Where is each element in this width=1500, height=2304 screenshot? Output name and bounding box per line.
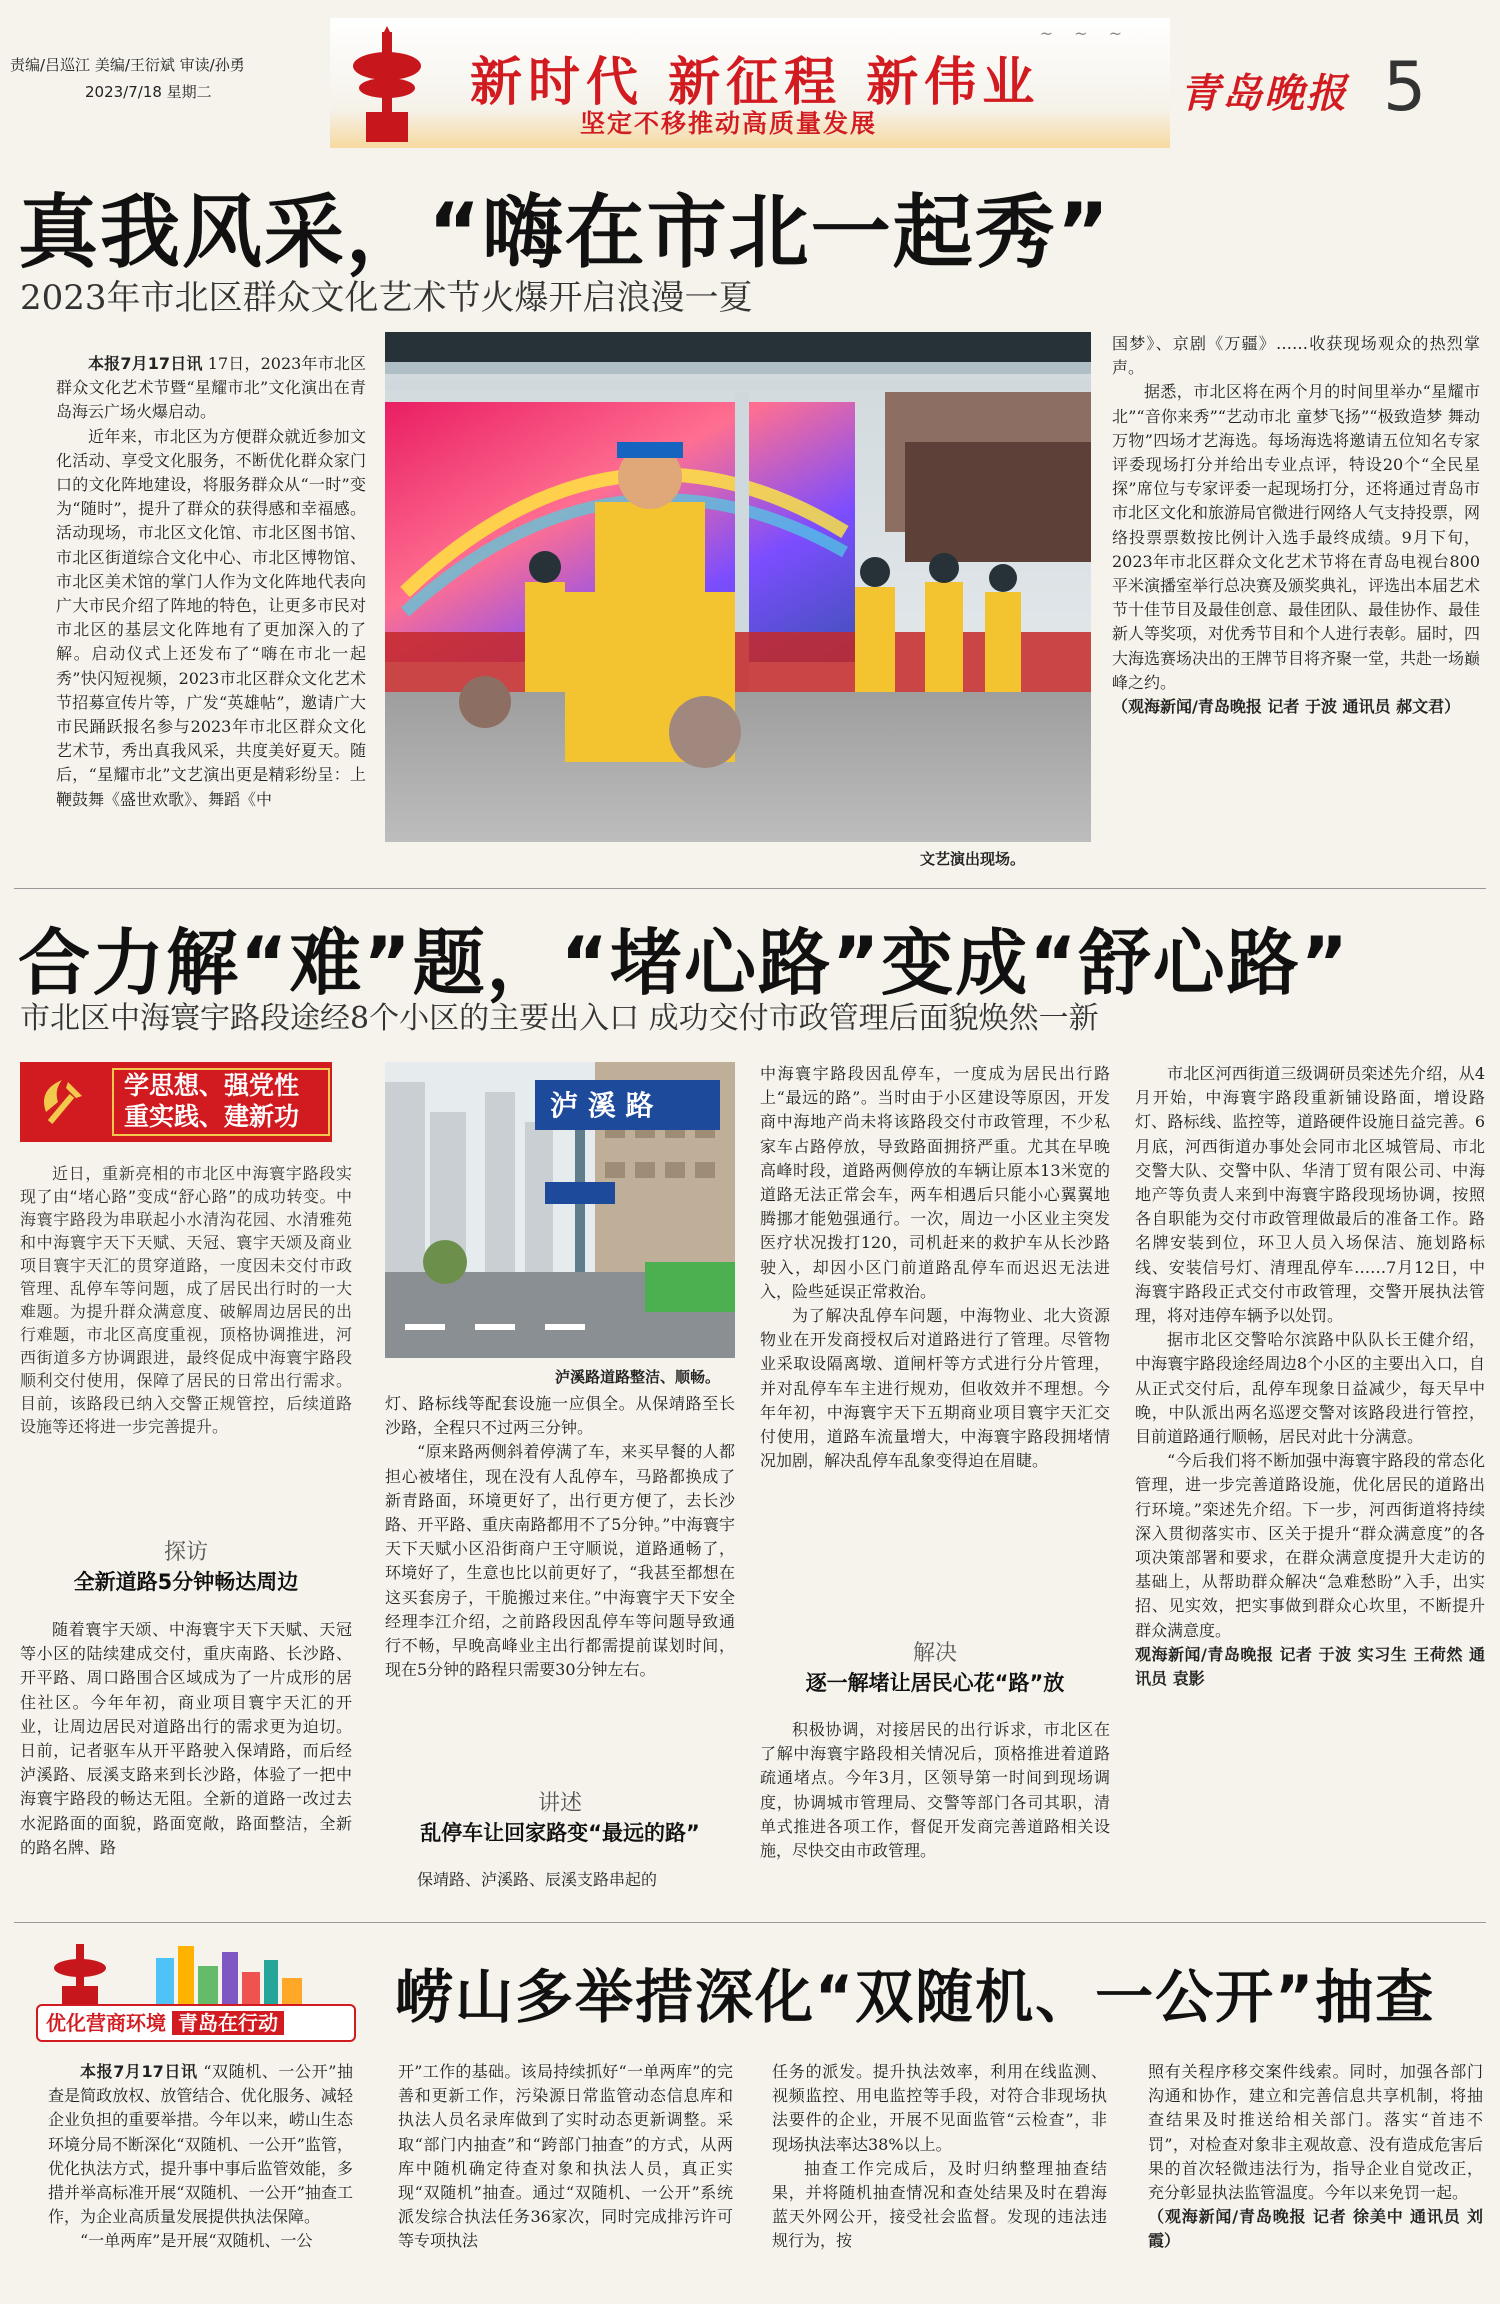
article1-column-1: 本报7月17日讯 17日，2023年市北区群众文化艺术节暨“星耀市北”文化演出在青岛海云广场火爆启动。 近年来，市北区为方便群众就近参加文化活动、享受文化服务，不断优化群众家门口的文化阵地建设，将服务群众从“一时”变为“随时”，提升了群众的获得感和幸福感。活动现场，市北区文化馆、市北区图书馆、市北区街道综合文化中心、市北区博物馆、市北区美术馆的掌门人作为文化阵地代表向广大市民介绍了阵地的特色，让更多市民对市北区的基层文化阵地有了更加深入的了解。启动仪式上还发布了“嗨在市北一起秀”快闪短视频，2023市北区群众文化艺术节招募宣传片等，广发“英雄帖”，邀请广大市民踊跃报名参与2023年市北区群众文化艺术节，秀出真我风采，共度美好夏天。随后，“星耀市北”文艺演出更是精彩纷呈：上鞭鼓舞《盛世欢歌》、舞蹈《中: [56, 354, 366, 809]
article1-dateline: 本报7月17日讯: [88, 354, 203, 373]
party-emblem-icon: [28, 1068, 98, 1136]
article2-section-2-header: 讲述 乱停车让回家路变“最远的路”: [420, 1791, 700, 1845]
article2-photo-caption: 泸溪路道路整洁、顺畅。: [555, 1368, 721, 1386]
article2-headline: 合力解“难”题，“堵心路”变成“舒心路”: [18, 921, 1350, 1005]
article3-column-4: 照有关程序移交案件线索。同时，加强各部门沟通和协作，建立和完善信息共享机制，将抽查结果及时推送给相关部门。落实“首违不罚”，对检查对象非主观故意、没有造成危害后果的首次轻微违法行为，指导企业自觉改正，充分彰显执法监管温度。今年以来免罚一起。 （观海新闻/青岛晚报 记者 徐美中 通讯员 刘霞）: [1148, 2060, 1483, 2296]
article2-section-1-text: 随着寰宇天颂、中海寰宇天下天赋、天冠等小区的陆续建成交付，重庆南路、长沙路、开平路、周口路围合区域成为了一片成形的居住社区。今年年初，商业项目寰宇天汇的开业，让周边居民对道路出行的需求更为迫切。日前，记者驱车从开平路驶入保靖路，而后经泸溪路、辰溪支路来到长沙路，体验了一把中海寰宇路段的畅达无阻。全新的道路一改过去水泥路面的面貌，路面宽敞，路面整洁，全新的路名牌、路: [20, 1620, 352, 1857]
article2-credit: 观海新闻/青岛晚报 记者 于波 实习生 王荷然 通讯员 袁影: [1135, 1644, 1485, 1689]
article1-column-2: 国梦》、京剧《万疆》……收获现场观众的热烈掌声。 据悉，市北区将在两个月的时间里举办“星耀市北”“音你来秀”“艺动市北 童梦飞扬”“极致造梦 舞动万物”四场才艺海选。每场海选将邀请五位知名专家评委现场打分并给出专业点评，特设20个“全民星探”席位与专家评委一起现场打分，还将通过青岛市市北区文化和旅游局官微进行网络人气支持投票，网络投票票数按比例计入选手最终成绩。9月下旬，2023年市北区群众文化艺术节将在青岛电视台800平米演播室举行总决赛及颁奖典礼，评选出本届艺术节十佳节目及最佳创意、最佳团队、最佳协作、最佳新人等奖项，对优秀节目和个人进行表彰。届时，四大海选赛场决出的王牌节目将齐聚一堂，共赴一场巅峰之约。 （观海新闻/青岛晚报 记者 于波 通讯员 郝文君）: [1112, 332, 1480, 872]
business-environment-badge: [36, 1938, 356, 2046]
article3-credit: （观海新闻/青岛晚报 记者 徐美中 通讯员 刘霞）: [1148, 2207, 1483, 2251]
article2-section-1-header: 探访 全新道路5分钟畅达周边: [73, 1540, 299, 1594]
party-slogan-text: 学思想、强党性 重实践、建新功: [112, 1068, 330, 1136]
newspaper-logo: 青岛晚报: [1180, 70, 1348, 117]
divider: [14, 1922, 1486, 1923]
page-meta: [10, 52, 330, 106]
article2-section-2-text: 保靖路、泸溪路、辰溪支路串起的: [417, 1870, 658, 1889]
article3-dateline: 本报7月17日讯: [80, 2062, 198, 2081]
article2-section-3-text: 积极协调，对接居民的出行诉求，市北区在了解中海寰宇路段相关情况后，顶格推进着道路疏通堵点。今年3月，区领导第一时间到现场调度，协调城市管理局、交警等部门各司其职，清单式推进各项工作，督促开发商完善道路相关设施，尽快交由市政管理。: [760, 1720, 1110, 1861]
party-slogan-badge: [20, 1062, 332, 1142]
article3-column-1: 本报7月17日讯 “双随机、一公开”抽查是简政放权、放管结合、优化服务、减轻企业负担的重要举措。今年以来，崂山生态环境分局不断深化“双随机、一公开”监管，优化执法方式，提升事中事后监管效能，多措并举高标准开展“双随机、一公开”抽查工作，为企业高质量发展提供执法保障。 “一单两库”是开展“双随机、一公: [48, 2062, 353, 2251]
page-number: 5: [1383, 48, 1427, 127]
article2-photo: [385, 1062, 735, 1358]
birds-decoration: ~ ~ ~: [1039, 24, 1130, 43]
business-environment-label: 优化营商环境 青岛在行动: [36, 2004, 356, 2042]
street-image: [385, 1062, 735, 1358]
banner-slogan: 新时代 新征程 新伟业: [470, 53, 1041, 113]
svg-text:泸 溪 路: 泸 溪 路: [550, 1089, 654, 1122]
article2-column-3: 中海寰宇路段因乱停车，一度成为居民出行路上“最远的路”。当时由于小区建设等原因，开发商中海地产尚未将该路段交付市政管理，不少私家车占路停放，导致路面拥挤严重。尤其在早晚高峰时段，道路两侧停放的车辆让原本13米宽的道路无法正常会车，两车相遇后只能小心翼翼地腾挪才能勉强通行。一次，周边一小区业主突发医疗状况拨打120，司机赶来的救护车从长沙路驶入，却因小区门前道路乱停车而迟迟无法进入，险些延误正常救治。 为了解决乱停车问题，中海物业、北大资源物业在开发商授权后对道路进行了管理。尽管物业采取设隔离墩、道闸杆等方式进行分片管理，并对乱停车车主进行规劝，但收效并不理想。今年年初，中海寰宇天下五期商业项目寰宇天汇交付使用，道路车流量增大，中海寰宇路段拥堵情况加剧，解决乱停车乱象变得迫在眉睫。: [760, 1064, 1110, 1471]
article2-column-4: 市北区河西街道三级调研员栾述先介绍，从4月开始，中海寰宇路段重新铺设路面，增设路灯、路标线、监控等，道路硬件设施日益完善。6月底，河西街道办事处会同市北区城管局、市北交警大队、交警中队、华清丁贸有限公司、中海地产等负责人来到中海寰宇路段现场协调，按照各自职能为交付市政管理做最后的准备工作。路名牌安装到位，环卫人员入场保洁、施划路标线、安装信号灯、清理乱停车……7月12日，中海寰宇路段正式交付市政管理，交警开展执法管理，将对违停车辆予以处罚。 据市北区交警哈尔滨路中队队长王健介绍，中海寰宇路段途经周边8个小区的主要出入口，自从正式交付后，乱停车现象日益减少，每天早中晚，中队派出两名巡逻交警对该路段进行管控，目前道路通行顺畅，居民对此十分满意。 “今后我们将不断加强中海寰宇路段的常态化管理，进一步完善道路设施，优化居民的道路出行环境。”栾述先介绍。下一步，河西街道将持续深入贯彻落实市、区关于提升“群众满意度”的各项决策部署和要求，在群众满意度提升大走访的基础上，从帮助群众解决“急难愁盼”入手，出实招、见实效，把实事做到群众心坎里，不断提升群众满意度。 观海新闻/青岛晚报 记者 于波 实习生 王荷然 通讯员 袁影: [1135, 1062, 1485, 1910]
article1-credit: （观海新闻/青岛晚报 记者 于波 通讯员 郝文君）: [1112, 697, 1461, 717]
article3-column-3: 任务的派发。提升执法效率，利用在线监测、视频监控、用电监控等手段，对符合非现场执法要件的企业，开展不见面监管“云检查”，非现场执法率达38%以上。 抽查工作完成后，及时归纳整理抽查结果，并将随机抽查情况和查处结果及时在碧海蓝天外网公开，接受社会监督。发现的违法违规行为，按: [772, 2062, 1107, 2251]
divider: [14, 888, 1486, 889]
article1-photo-caption: 文艺演出现场。: [920, 850, 1026, 868]
article1-subheadline: 2023年市北区群众文化艺术节火爆开启浪漫一夏: [20, 278, 753, 318]
article1-photo: [385, 332, 1091, 842]
article2-subheadline: 市北区中海寰宇路段途经8个小区的主要出入口 成功交付市政管理后面貌焕然一新: [20, 1001, 1099, 1036]
article2-section-3-header: 解决 逐一解堵让居民心花“路”放: [805, 1641, 1065, 1695]
editors-line: 责编/吕巡江 美编/王衍斌 审读/孙勇: [10, 56, 245, 74]
article1-headline: 真我风采，“嗨在市北一起秀”: [18, 186, 1112, 279]
article2-editorial: 近日，重新亮相的市北区中海寰宇路段实现了由“堵心路”变成“舒心路”的成功转变。中海寰宇路段为串联起小水清沟花园、水清雅苑和中海寰宇天下天赋、天冠、寰宇天颂及商业项目寰宇天汇的贯穿道路，一度因未交付市政管理、乱停车等问题，成了居民出行时的一大难题。为提升群众满意度、破解周边居民的出行难题，市北区高度重视，顶格协调推进，河西街道多方协调跟进，最终促成中海寰宇路段顺利交付使用，保障了居民的日常出行需求。目前，该路段已纳入交警正规管控，后续道路设施等还将进一步完善提升。: [20, 1164, 352, 1436]
tower-icon: [342, 26, 432, 144]
page-banner: [330, 18, 1170, 148]
city-skyline-icon: [36, 1938, 356, 2008]
stage-performance-image: [385, 332, 1091, 842]
article3-headline: 崂山多举措深化“双随机、一公开”抽查: [395, 1963, 1436, 2031]
article3-column-2: 开”工作的基础。该局持续抓好“一单两库”的完善和更新工作，污染源日常监管动态信息库和执法人员名录库做到了实时动态更新调整。采取“部门内抽查”和“跨部门抽查”的方式，从两库中随机确定待查对象和执法人员，真正实现“双随机”抽查。通过“双随机、一公开”系统派发综合执法任务36家次，同时完成排污许可等专项执法: [398, 2062, 733, 2251]
banner-subtitle: 坚定不移推动高质量发展: [580, 109, 878, 138]
article2-column-2: 灯、路标线等配套设施一应俱全。从保靖路至长沙路，全程只不过两三分钟。 “原来路两侧斜着停满了车，来买早餐的人都担心被堵住，现在没有人乱停车，马路都换成了新青路面，环境更好了，出行更方便了，去长沙路、开平路、重庆南路都用不了5分钟。”中海寰宇天下天赋小区沿街商户王守顺说，道路通畅了，环境好了，生意也比以前更好了，“我甚至都想在这买套房子，干脆搬过来住。”中海寰宇天下安全经理李江介绍，之前路段因乱停车等问题导致通行不畅，早晚高峰业主出行都需提前谋划时间，现在5分钟的路程只需要30分钟左右。: [385, 1394, 735, 1680]
date-line: 2023/7/18 星期二: [85, 83, 212, 101]
